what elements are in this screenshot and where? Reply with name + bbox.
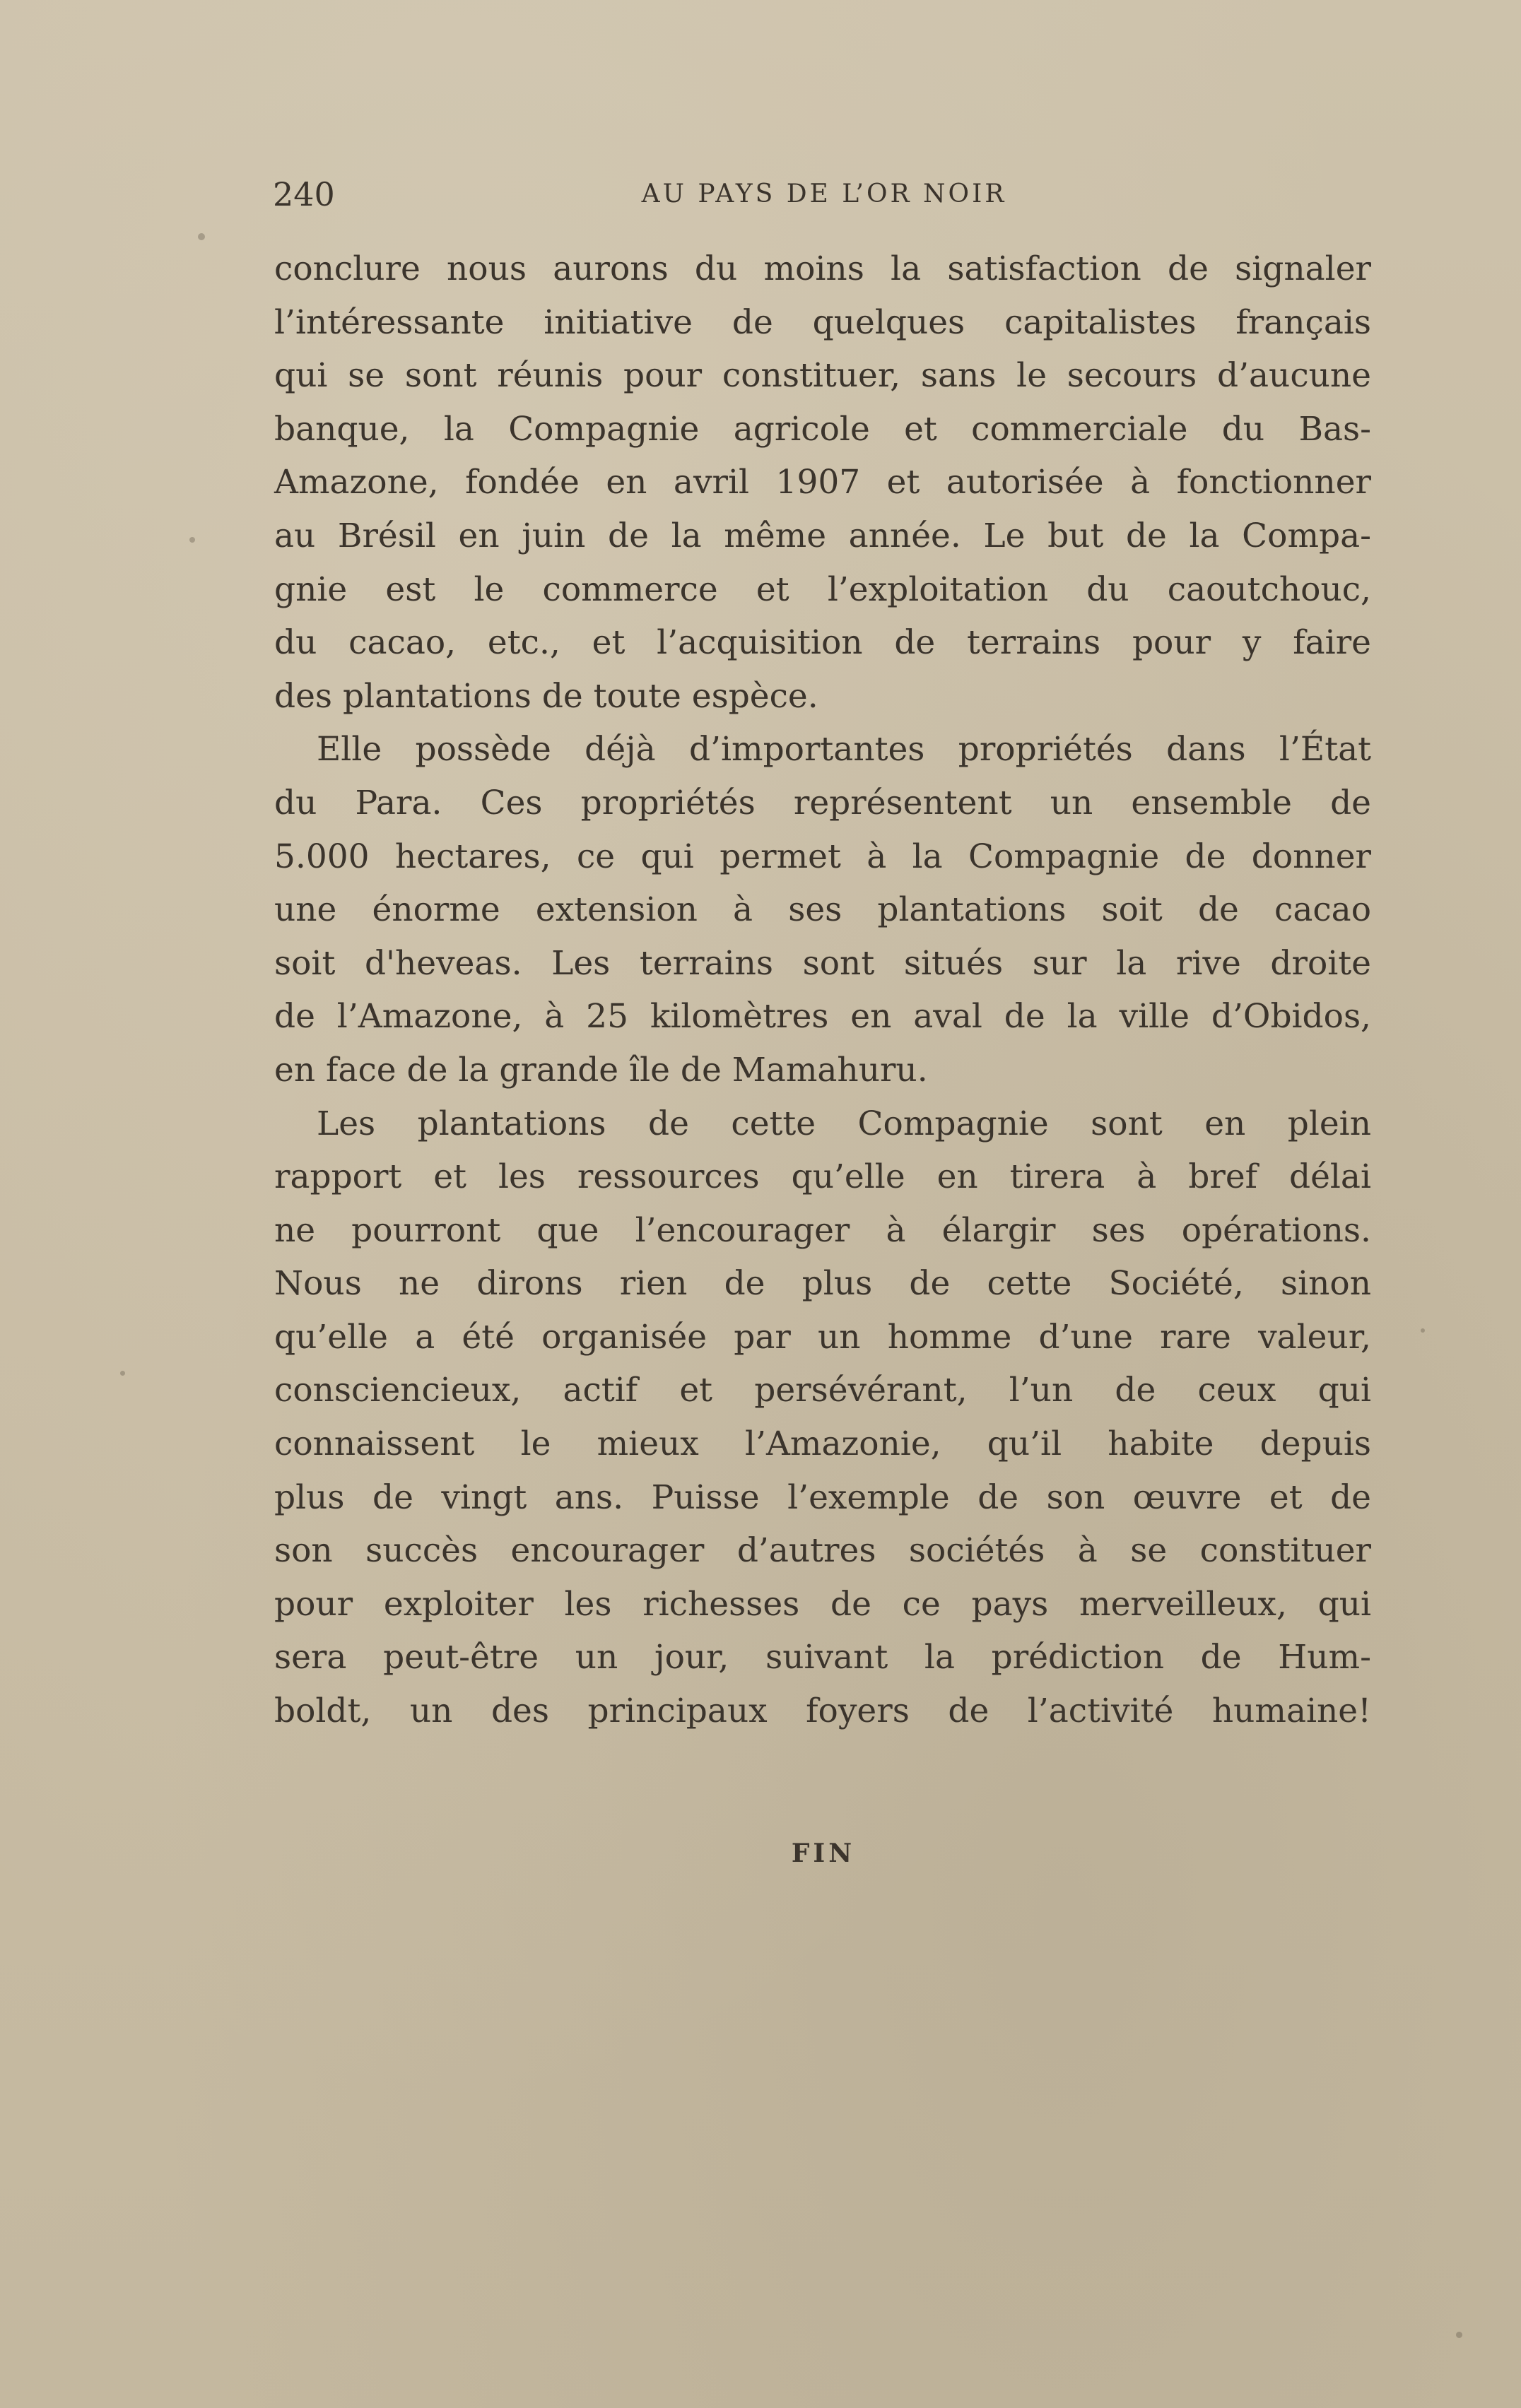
text-line: Les plantations de cette Compagnie sont en plein <box>317 1104 1371 1143</box>
text-line: au Brésil en juin de la même année. Le but de la Compa- <box>274 516 1371 555</box>
paper-speck <box>1421 1328 1425 1333</box>
text-line: soit d'heveas. Les terrains sont situés sur la rive droite <box>274 943 1371 983</box>
text-line: des plantations de toute espèce. <box>274 676 818 716</box>
body-text <box>274 242 1371 1738</box>
page-number: 240 <box>273 175 335 213</box>
text-line: rapport et les ressources qu’elle en tirera à bref délai <box>274 1157 1371 1197</box>
text-line: consciencieux, actif et persévérant, l’un de ceux qui <box>274 1371 1371 1410</box>
text-line: Elle possède déjà d’importantes propriétés dans l’État <box>317 730 1371 769</box>
text-line: de l’Amazone, à 25 kilomètres en aval de la ville d’Obidos, <box>274 997 1371 1037</box>
text-line: Amazone, fondée en avril 1907 et autorisée à fonctionner <box>274 463 1371 502</box>
paper-speck <box>198 233 205 240</box>
text-line: sera peut-être un jour, suivant la prédiction de Hum- <box>274 1638 1371 1677</box>
paper-speck <box>120 1371 125 1376</box>
text-line: en face de la grande île de Mamahuru. <box>274 1050 928 1090</box>
text-line: connaissent le mieux l’Amazonie, qu’il habite depuis <box>274 1424 1371 1464</box>
text-line: banque, la Compagnie agricole et commerciale du Bas- <box>274 409 1371 449</box>
text-line: une énorme extension à ses plantations soit de cacao <box>274 890 1371 930</box>
text-line: conclure nous aurons du moins la satisfaction de signaler <box>274 249 1371 288</box>
end-marker: FIN <box>791 1839 856 1868</box>
text-line: du Para. Ces propriétés représentent un ensemble de <box>274 783 1371 822</box>
text-line: 5.000 hectares, ce qui permet à la Compagnie de donner <box>274 837 1371 876</box>
text-line: ne pourront que l’encourager à élargir ses opérations. <box>274 1210 1371 1250</box>
page-header <box>273 170 1375 219</box>
text-line: plus de vingt ans. Puisse l’exemple de son œuvre et de <box>274 1477 1371 1517</box>
text-line: l’intéressante initiative de quelques capitalistes français <box>274 302 1371 342</box>
text-line: qu’elle a été organisée par un homme d’une rare valeur, <box>274 1317 1371 1357</box>
text-line: pour exploiter les richesses de ce pays merveilleux, qui <box>274 1584 1371 1624</box>
text-line: qui se sont réunis pour constituer, sans le secours d’aucune <box>274 356 1371 396</box>
running-title: AU PAYS DE L’OR NOIR <box>641 179 1007 208</box>
text-line: son succès encourager d’autres sociétés à se constituer <box>274 1531 1371 1571</box>
text-line: gnie est le commerce et l’exploitation du caoutchouc, <box>274 569 1371 609</box>
paper-speck <box>1456 2332 1462 2338</box>
text-line: boldt, un des principaux foyers de l’activité humaine! <box>274 1692 1371 1731</box>
text-line: Nous ne dirons rien de plus de cette Société, sinon <box>274 1264 1371 1304</box>
text-line: du cacao, etc., et l’acquisition de terrains pour y faire <box>274 623 1371 663</box>
paper-speck <box>189 537 195 543</box>
